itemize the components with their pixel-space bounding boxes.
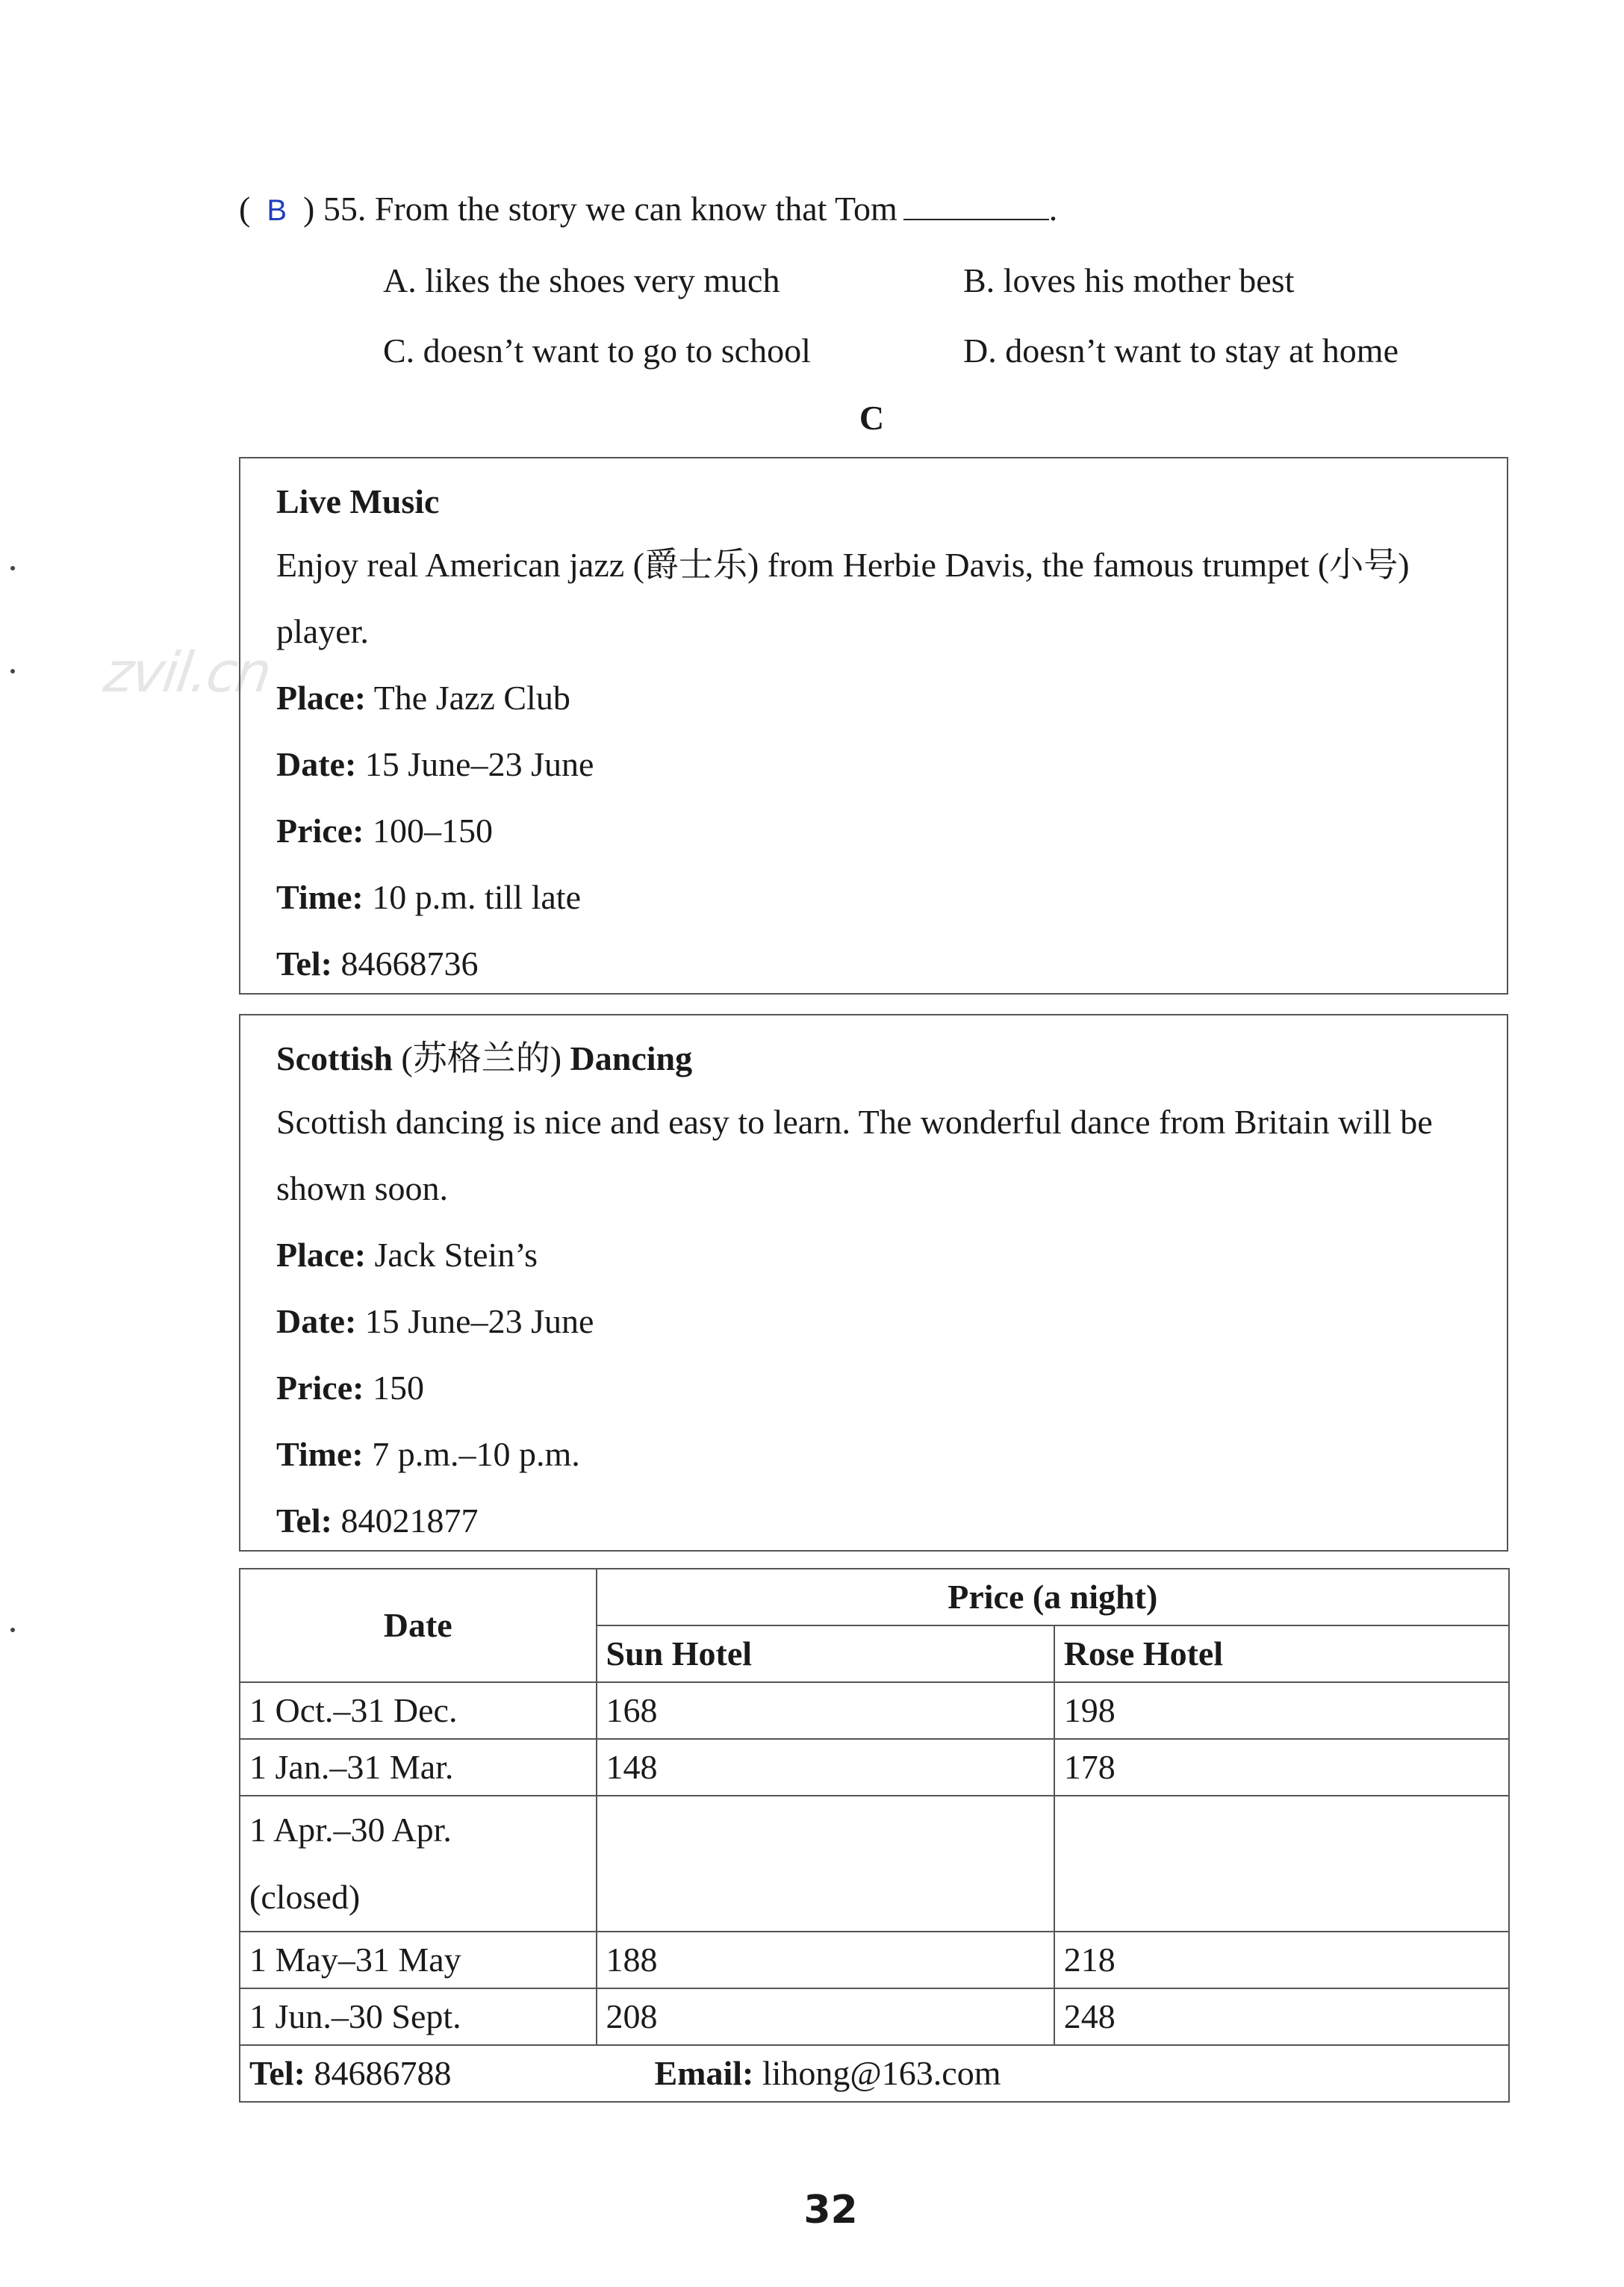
time-value: 10 p.m. till late xyxy=(372,878,581,916)
date-value: 15 June–23 June xyxy=(364,745,594,783)
time-value: 7 p.m.–10 p.m. xyxy=(372,1435,580,1473)
date-label: Date: xyxy=(276,1302,357,1340)
date-value: 15 June–23 June xyxy=(364,1302,594,1340)
title-chinese: (苏格兰的) xyxy=(401,1039,562,1077)
tel-label: Tel: xyxy=(276,1502,332,1540)
scottish-dancing-description: Scottish dancing is nice and easy to learn. The wonderful dance from Britain will be shown soon. xyxy=(276,1103,1433,1207)
tel-label: Tel: xyxy=(276,945,332,983)
row-date-text: 1 Apr.–30 Apr. xyxy=(249,1811,452,1849)
hotel-price-table xyxy=(239,1568,1510,2103)
scottish-dancing-time xyxy=(276,1421,1484,1487)
contact-cell xyxy=(240,2045,1509,2102)
live-music-title: Live Music xyxy=(276,482,440,520)
row-date: 1 May–31 May xyxy=(240,1932,597,1988)
row-date: 1 Oct.–31 Dec. xyxy=(240,1682,597,1739)
row-date: 1 Jan.–31 Mar. xyxy=(240,1739,597,1796)
title-part-b: Dancing xyxy=(570,1039,693,1077)
time-label: Time: xyxy=(276,878,364,916)
price-value: 150 xyxy=(372,1369,424,1407)
table-footer-row xyxy=(240,2045,1509,2102)
price-header: Price (a night) xyxy=(597,1569,1509,1625)
place-value: The Jazz Club xyxy=(373,679,570,717)
option-d: D. doesn’t want to stay at home xyxy=(963,332,1399,370)
table-header-row xyxy=(240,1569,1509,1625)
place-label: Place: xyxy=(276,679,367,717)
margin-dot xyxy=(10,669,15,673)
option-b: B. loves his mother best xyxy=(963,261,1295,299)
tel-value: 84668736 xyxy=(340,945,479,983)
question-stem: 55. From the story we can know that Tom xyxy=(323,190,897,228)
margin-dot xyxy=(10,1628,15,1632)
question-55 xyxy=(239,187,1057,233)
row-rose-price: 248 xyxy=(1054,1988,1509,2045)
tel-label: Tel: xyxy=(249,2054,305,2092)
sun-hotel-header: Sun Hotel xyxy=(597,1625,1054,1682)
section-label: C xyxy=(859,399,885,437)
answer-open-paren: ( xyxy=(239,190,251,228)
option-a: A. likes the shoes very much xyxy=(383,261,780,299)
tel-value: 84021877 xyxy=(340,1502,479,1540)
live-music-tel xyxy=(276,930,1484,997)
answer-close-paren: ) xyxy=(303,190,315,228)
row-rose-price: 178 xyxy=(1054,1739,1509,1796)
date-header: Date xyxy=(240,1569,597,1682)
date-label: Date: xyxy=(276,745,357,783)
scottish-dancing-tel xyxy=(276,1487,1484,1554)
scottish-dancing-price xyxy=(276,1354,1484,1421)
tel-value: 84686788 xyxy=(314,2054,452,2092)
row-sun-price: 168 xyxy=(597,1682,1054,1739)
table-row xyxy=(240,1932,1509,1988)
option-c: C. doesn’t want to go to school xyxy=(383,332,811,370)
price-label: Price: xyxy=(276,812,364,850)
price-value: 100–150 xyxy=(372,812,493,850)
title-part-a: Scottish xyxy=(276,1039,393,1077)
scottish-dancing-title xyxy=(276,1029,1484,1089)
question-end: . xyxy=(1048,190,1058,228)
table-row xyxy=(240,1988,1509,2045)
table-row xyxy=(240,1739,1509,1796)
live-music-description: Enjoy real American jazz (爵士乐) from Herbie Davis, the famous trumpet (小号) player. xyxy=(276,546,1410,650)
row-sun-price: 188 xyxy=(597,1932,1054,1988)
row-date xyxy=(240,1796,597,1932)
row-date: 1 Jun.–30 Sept. xyxy=(240,1988,597,2045)
live-music-place xyxy=(276,665,1484,731)
time-label: Time: xyxy=(276,1435,364,1473)
row-closed-note: (closed) xyxy=(249,1878,361,1916)
live-music-price xyxy=(276,797,1484,864)
row-sun-price xyxy=(597,1796,1054,1932)
rose-hotel-header: Rose Hotel xyxy=(1054,1625,1509,1682)
place-label: Place: xyxy=(276,1236,367,1274)
price-label: Price: xyxy=(276,1369,364,1407)
row-rose-price: 198 xyxy=(1054,1682,1509,1739)
row-rose-price: 218 xyxy=(1054,1932,1509,1988)
answer-blank xyxy=(903,189,1049,220)
answer-mark: B xyxy=(267,194,287,227)
live-music-date xyxy=(276,731,1484,797)
live-music-time xyxy=(276,864,1484,930)
watermark: zvil.cn xyxy=(99,641,274,705)
scottish-dancing-place xyxy=(276,1222,1484,1288)
scottish-dancing-box xyxy=(239,1014,1508,1552)
row-sun-price: 208 xyxy=(597,1988,1054,2045)
row-rose-price xyxy=(1054,1796,1509,1932)
table-row xyxy=(240,1682,1509,1739)
scottish-dancing-date xyxy=(276,1288,1484,1354)
page-number: 32 xyxy=(803,2188,858,2232)
email-value: lihong@163.com xyxy=(762,2054,1001,2092)
place-value: Jack Stein’s xyxy=(374,1236,538,1274)
table-row xyxy=(240,1796,1509,1932)
live-music-box xyxy=(239,457,1508,995)
margin-dot xyxy=(10,566,15,570)
email-label: Email: xyxy=(654,2054,754,2092)
row-sun-price: 148 xyxy=(597,1739,1054,1796)
